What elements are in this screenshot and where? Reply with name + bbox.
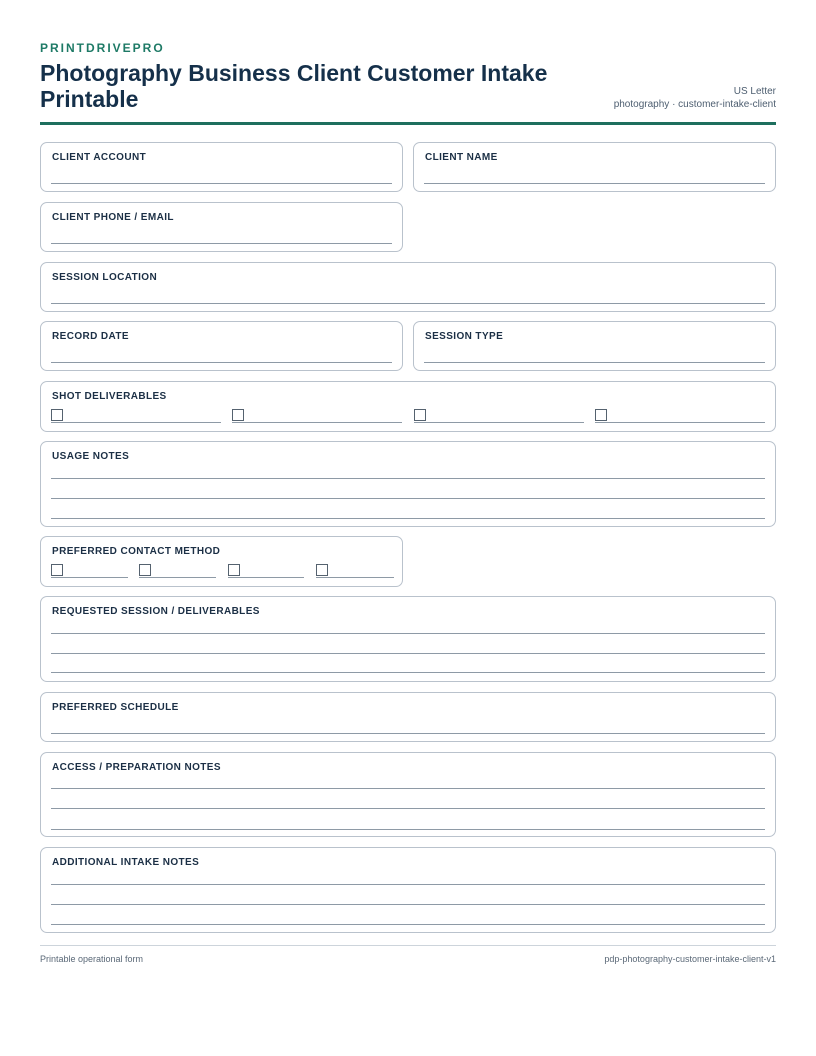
write-line[interactable] xyxy=(51,904,765,905)
field-label: SESSION LOCATION xyxy=(52,272,158,283)
checkbox[interactable] xyxy=(51,409,63,421)
checkbox-row xyxy=(51,409,765,423)
session-location-field[interactable] xyxy=(40,262,776,312)
field-label: ACCESS / PREPARATION NOTES xyxy=(52,762,221,773)
write-line[interactable] xyxy=(424,362,765,363)
write-line[interactable] xyxy=(51,498,765,499)
write-line[interactable] xyxy=(51,672,765,673)
write-line[interactable] xyxy=(51,518,765,519)
session-type-field[interactable] xyxy=(413,321,776,371)
checkbox-option[interactable] xyxy=(316,564,394,578)
write-line[interactable] xyxy=(51,788,765,789)
checkbox[interactable] xyxy=(228,564,240,576)
client-phone-email-field[interactable] xyxy=(40,202,403,252)
footer-rule xyxy=(40,945,776,946)
field-label: RECORD DATE xyxy=(52,331,129,342)
additional-intake-notes-field[interactable] xyxy=(40,847,776,933)
write-line[interactable] xyxy=(424,183,765,184)
field-label: CLIENT NAME xyxy=(425,152,498,163)
checkbox-row xyxy=(51,564,392,578)
field-label: CLIENT ACCOUNT xyxy=(52,152,147,163)
checkbox-option[interactable] xyxy=(51,564,128,578)
checkbox-option[interactable] xyxy=(228,564,304,578)
checkbox[interactable] xyxy=(595,409,607,421)
field-label: CLIENT PHONE / EMAIL xyxy=(52,212,174,223)
usage-notes-field[interactable] xyxy=(40,441,776,527)
record-date-field[interactable] xyxy=(40,321,403,371)
form-id: pdp-photography-customer-intake-client-v1 xyxy=(604,954,776,964)
access-preparation-notes-field[interactable] xyxy=(40,752,776,837)
checkbox-option[interactable] xyxy=(414,409,584,423)
checkbox-option[interactable] xyxy=(232,409,402,423)
field-label: ADDITIONAL INTAKE NOTES xyxy=(52,857,200,868)
field-label: PREFERRED SCHEDULE xyxy=(52,702,179,713)
checkbox[interactable] xyxy=(51,564,63,576)
header-rule xyxy=(40,122,776,125)
write-line[interactable] xyxy=(51,478,765,479)
checkbox[interactable] xyxy=(139,564,151,576)
write-line[interactable] xyxy=(51,183,392,184)
write-line[interactable] xyxy=(51,924,765,925)
write-line[interactable] xyxy=(51,243,392,244)
field-label: SHOT DELIVERABLES xyxy=(52,391,167,402)
preferred-schedule-field[interactable] xyxy=(40,692,776,742)
shot-deliverables-field xyxy=(40,381,776,432)
footer-caption: Printable operational form xyxy=(40,954,144,964)
category-slug: photography · customer-intake-client xyxy=(613,99,776,110)
write-line[interactable] xyxy=(51,808,765,809)
write-line[interactable] xyxy=(51,633,765,634)
checkbox[interactable] xyxy=(414,409,426,421)
field-label: PREFERRED CONTACT METHOD xyxy=(52,546,221,557)
write-line[interactable] xyxy=(51,829,765,830)
requested-session-deliverables-field[interactable] xyxy=(40,596,776,682)
client-name-field[interactable] xyxy=(413,142,776,192)
checkbox-option[interactable] xyxy=(51,409,221,423)
write-line[interactable] xyxy=(51,653,765,654)
field-label: SESSION TYPE xyxy=(425,331,504,342)
document-meta xyxy=(614,85,776,111)
page-title: Photography Business Client Customer Intake Printable xyxy=(40,60,548,112)
checkbox[interactable] xyxy=(232,409,244,421)
write-line[interactable] xyxy=(51,362,392,363)
checkbox-option[interactable] xyxy=(139,564,216,578)
write-line[interactable] xyxy=(51,884,765,885)
client-account-field[interactable] xyxy=(40,142,403,192)
preferred-contact-method-field xyxy=(40,536,403,587)
field-label: USAGE NOTES xyxy=(52,451,130,462)
checkbox[interactable] xyxy=(316,564,328,576)
field-label: REQUESTED SESSION / DELIVERABLES xyxy=(52,606,260,617)
brand-name: PRINTDRIVEPRO xyxy=(40,41,165,55)
write-line[interactable] xyxy=(51,733,765,734)
paper-size: US Letter xyxy=(733,86,776,97)
checkbox-option[interactable] xyxy=(595,409,765,423)
write-line[interactable] xyxy=(51,303,765,304)
